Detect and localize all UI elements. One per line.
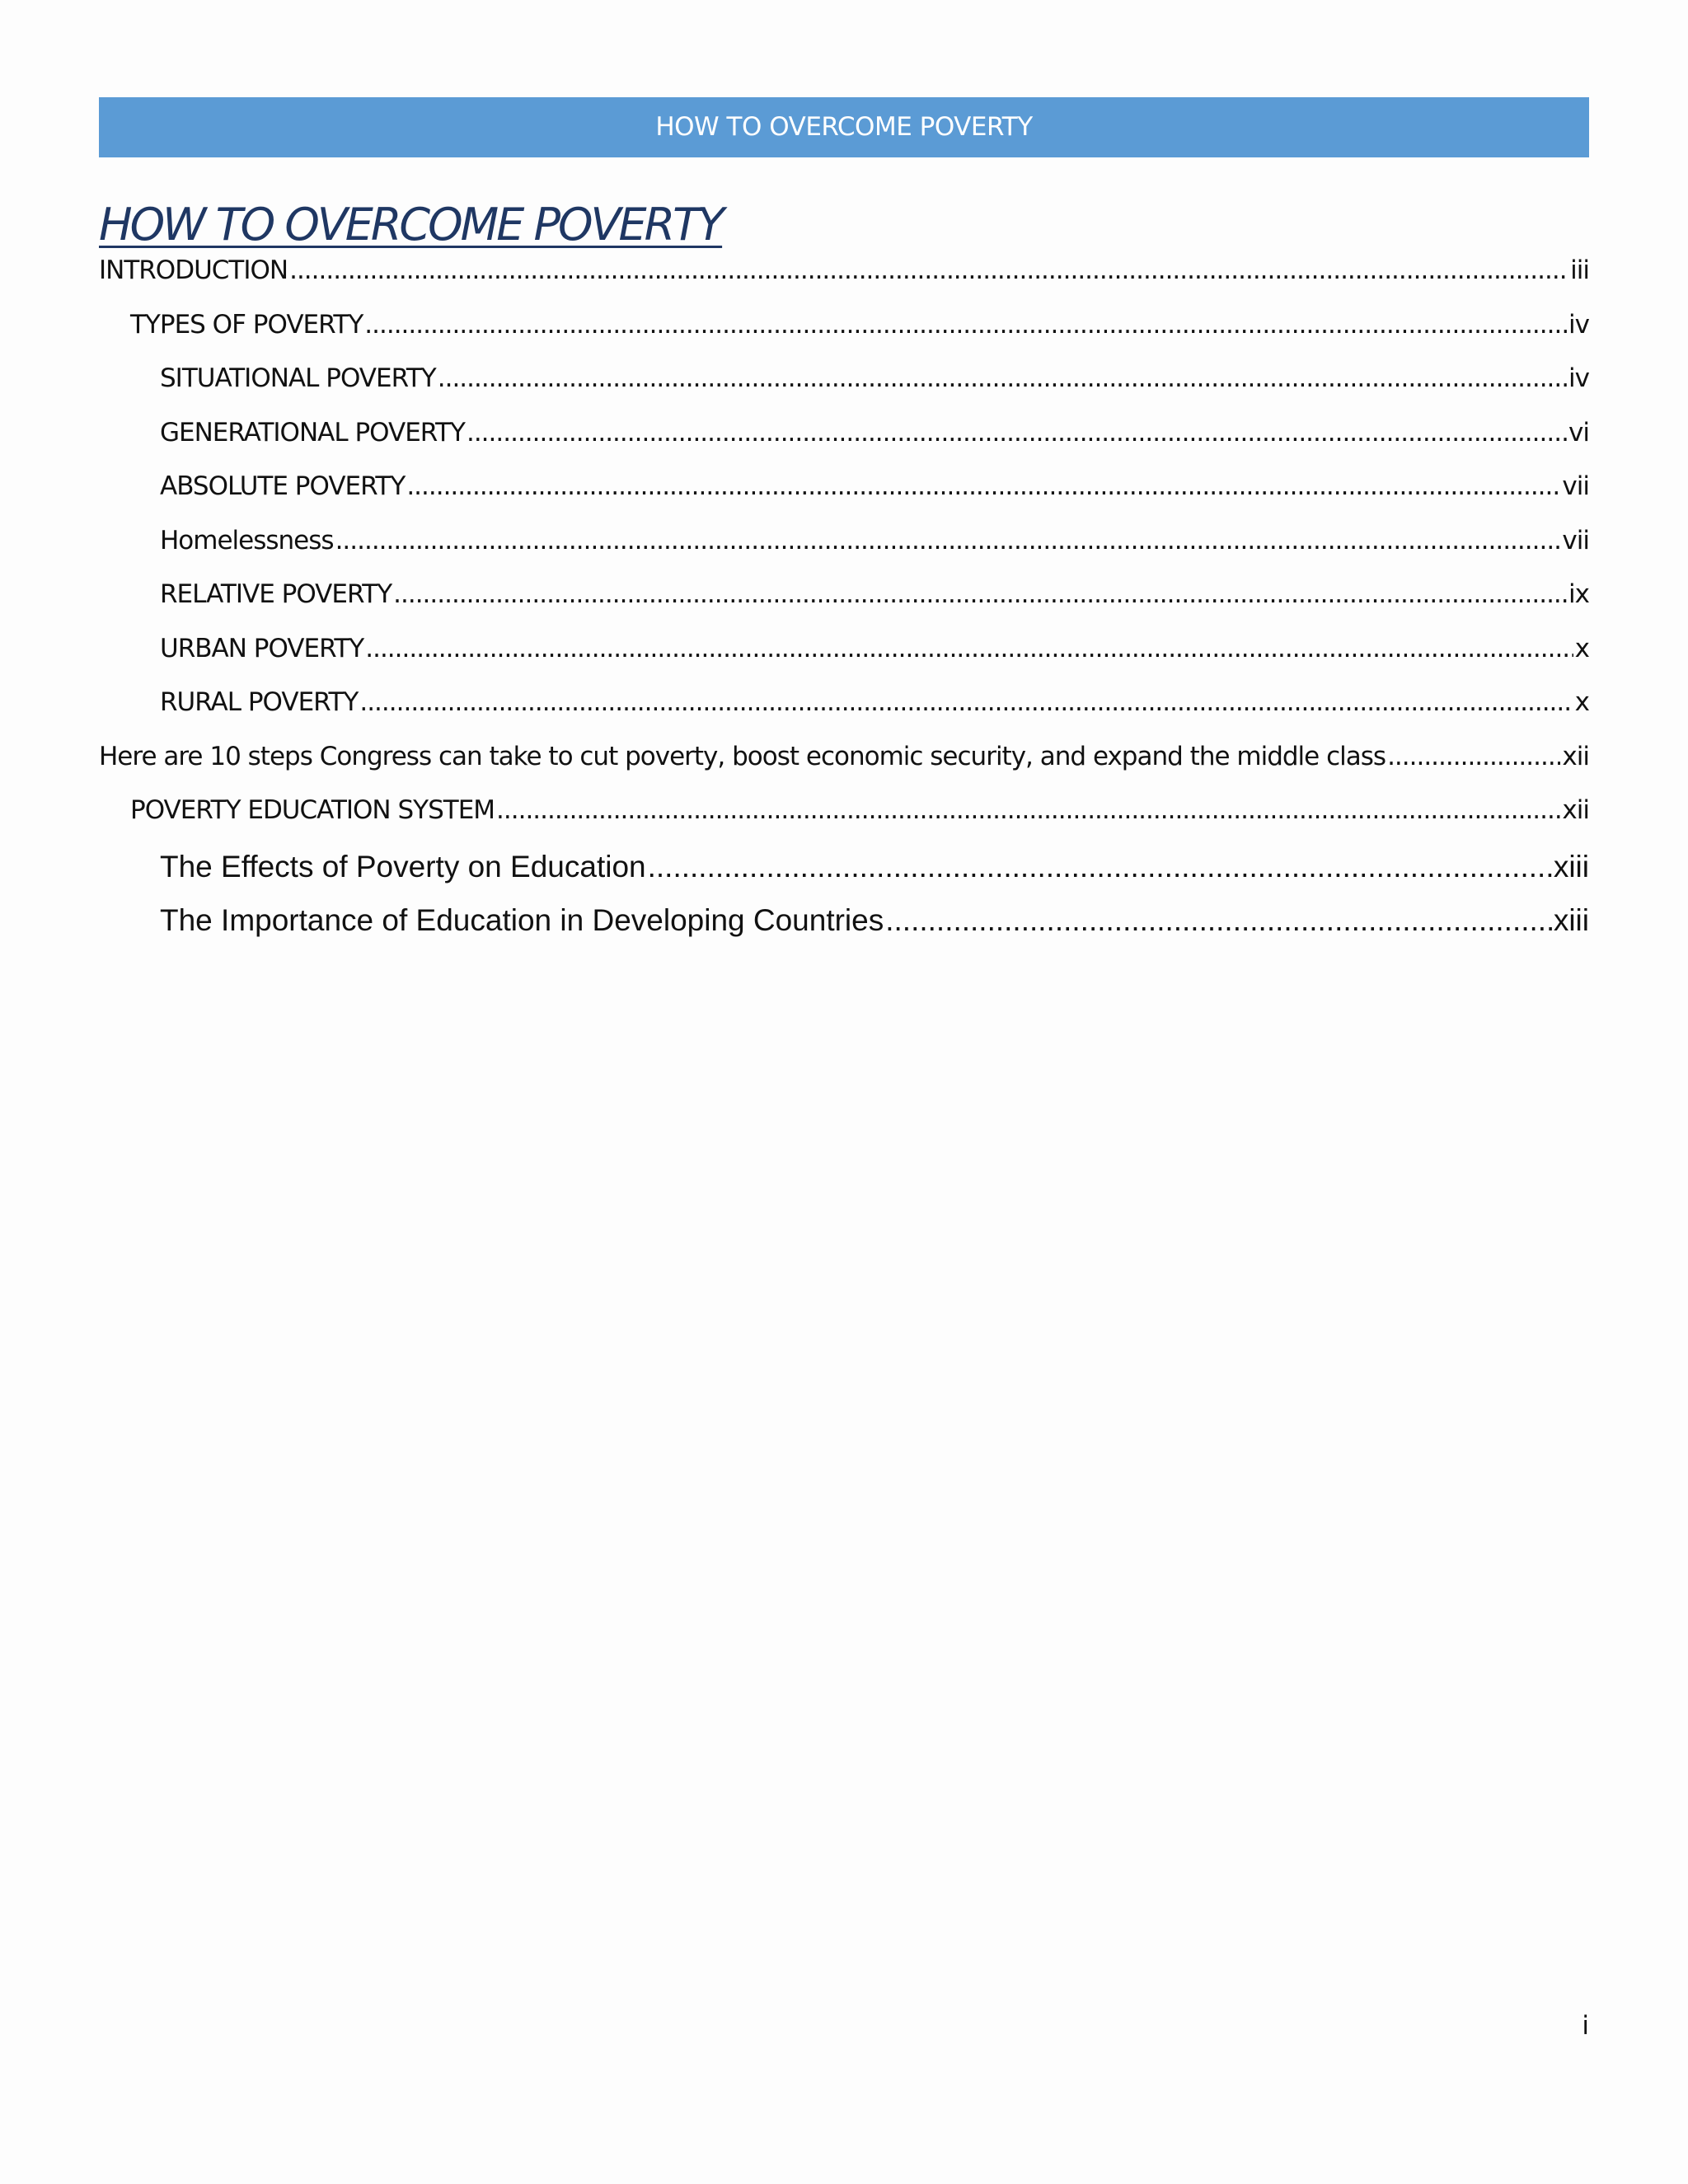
running-header: HOW TO OVERCOME POVERTY — [99, 97, 1589, 157]
toc-entry-effects-of-poverty-on-education[interactable] — [99, 850, 1589, 904]
dot-leader — [1387, 742, 1560, 771]
dot-leader — [393, 579, 1567, 609]
toc-entry-page: vi — [1568, 417, 1589, 448]
toc-entry-label: RURAL POVERTY — [160, 687, 359, 717]
toc-entry-label: GENERATIONAL POVERTY — [160, 417, 465, 448]
toc-entry-page: iv — [1568, 309, 1589, 340]
toc-entry-types-of-poverty[interactable] — [99, 310, 1589, 364]
dot-leader — [406, 471, 1560, 501]
toc-entry-homelessness[interactable] — [99, 526, 1589, 580]
toc-entry-label: The Importance of Education in Developing Countries — [160, 903, 884, 937]
toc-entry-page: vii — [1562, 525, 1589, 555]
toc-entry-page: xiii — [1553, 903, 1589, 937]
toc-entry-ten-steps[interactable] — [99, 742, 1589, 796]
toc-entry-page: vii — [1562, 471, 1589, 501]
toc-entry-poverty-education-system[interactable] — [99, 795, 1589, 850]
toc-entry-page: xiii — [1553, 849, 1589, 883]
dot-leader — [438, 363, 1567, 393]
toc-entry-page: xii — [1562, 795, 1589, 825]
dot-leader — [496, 795, 1560, 825]
toc-entry-situational-poverty[interactable] — [99, 363, 1589, 418]
toc-entry-label: ABSOLUTE POVERTY — [160, 471, 406, 501]
toc-entry-introduction[interactable] — [99, 255, 1589, 310]
toc-entry-label: URBAN POVERTY — [160, 633, 364, 663]
toc-entry-urban-poverty[interactable] — [99, 634, 1589, 688]
toc-entry-page: x — [1574, 633, 1589, 663]
toc-entry-label: Here are 10 steps Congress can take to cut poverty, boost economic security, and expand the middle class — [99, 741, 1386, 771]
toc-entry-generational-poverty[interactable] — [99, 418, 1589, 472]
dot-leader — [467, 418, 1567, 448]
toc-entry-importance-of-education[interactable] — [99, 903, 1589, 958]
toc-entry-label: The Effects of Poverty on Education — [160, 849, 646, 883]
dot-leader — [289, 255, 1568, 285]
dot-leader — [364, 310, 1567, 340]
toc-entry-label: INTRODUCTION — [99, 255, 288, 285]
dot-leader — [365, 634, 1573, 663]
toc-entry-absolute-poverty[interactable] — [99, 471, 1589, 526]
toc-entry-page: iv — [1568, 363, 1589, 393]
toc-entry-page: xii — [1562, 741, 1589, 771]
toc-entry-page: iii — [1570, 255, 1589, 285]
toc-entry-rural-poverty[interactable] — [99, 687, 1589, 742]
dot-leader — [359, 687, 1573, 717]
toc-entry-label: SITUATIONAL POVERTY — [160, 363, 436, 393]
toc-entry-page: ix — [1568, 579, 1589, 609]
toc-entry-label: RELATIVE POVERTY — [160, 579, 392, 609]
dot-leader — [648, 850, 1552, 884]
dot-leader — [335, 526, 1561, 555]
toc-entry-label: POVERTY EDUCATION SYSTEM — [130, 795, 495, 825]
toc-entry-relative-poverty[interactable] — [99, 579, 1589, 634]
toc-entry-page: x — [1574, 687, 1589, 717]
dot-leader — [885, 903, 1552, 938]
toc-title: HOW TO OVERCOME POVERTY — [99, 199, 723, 251]
page-number: i — [1582, 2011, 1589, 2041]
table-of-contents — [99, 255, 1589, 958]
toc-entry-label: TYPES OF POVERTY — [130, 309, 363, 340]
toc-entry-label: Homelessness — [160, 525, 334, 555]
